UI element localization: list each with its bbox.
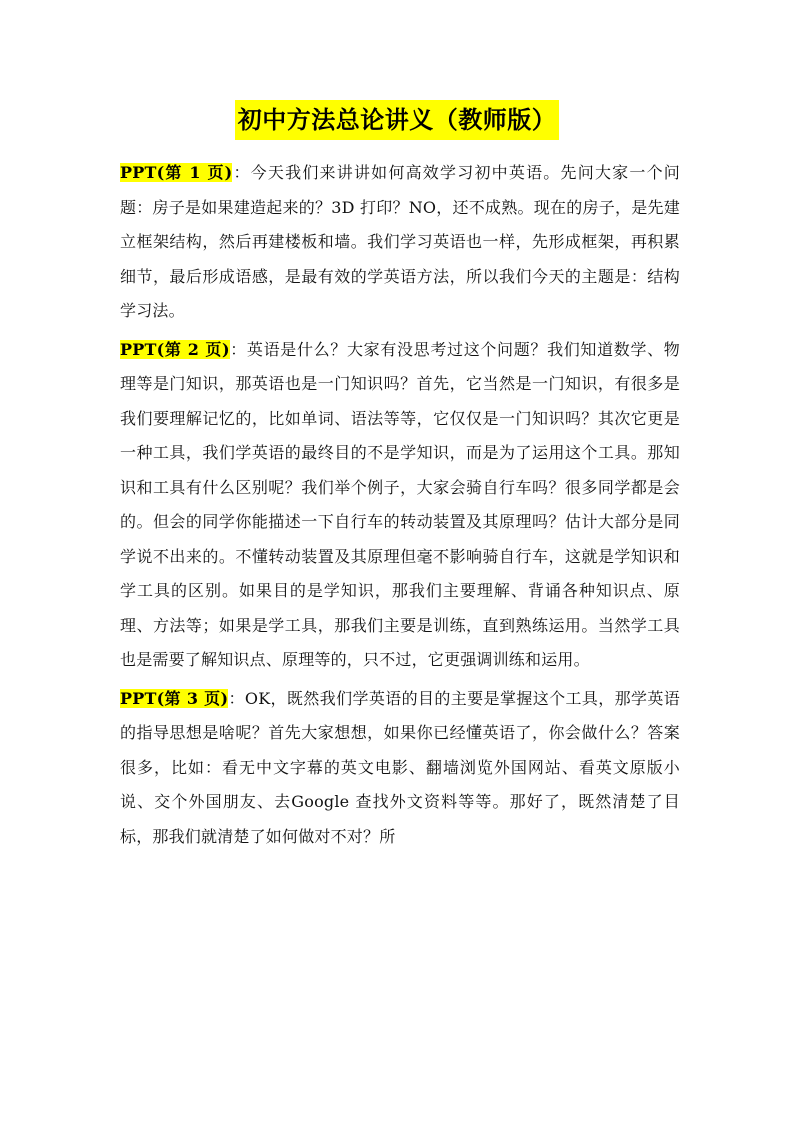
document-title: 初中方法总论讲义（教师版） — [235, 100, 560, 140]
paragraph-label: PPT(第 1 页) — [120, 163, 233, 182]
paragraph-label: PPT(第 3 页) — [120, 688, 229, 708]
paragraph-text: ：英语是什么？大家有没思考过这个问题？我们知道数学、物理等是门知识，那英语也是一门知识吗？首先，它当然是一门知识，有很多是我们要理解记忆的，比如单词、语法等等，它仅仅是一门知识吗？其次它更是一种工具，我们学英语的最终目的不是学知识，而是为了运用这个工具。那知识和工具有什么区别呢？我们举个例子，大家会骑自行车吗？很多同学都是会的。但会的同学你能描述一下自行车的转动装置及其原理吗？估计大部分是同学说不出来的。不懂转动装置及其原理但毫不影响骑自行车，这就是学知识和学工具的区别。如果目的是学知识，那我们主要理解、背诵各种知识点、原理、方法等；如果是学工具，那我们主要是训练，直到熟练运用。当然学工具也是需要了解知识点、原理等的，只不过，它更强调训练和运用。 — [120, 339, 680, 669]
paragraph-ppt-3 — [120, 682, 680, 855]
document-body — [120, 156, 680, 858]
paragraph-text: ：OK，既然我们学英语的目的主要是掌握这个工具，那学英语的指导思想是啥呢？首先大家想想，如果你已经懂英语了，你会做什么？答案很多，比如：看无中文字幕的英文电影、翻墙浏览外国网站、看英文原版小说、交个外国朋友、去Google 查找外文资料等等。那好了，既然清楚了目标，那我们就清楚了如何做对不对？所 — [120, 688, 680, 846]
paragraph-ppt-2 — [120, 333, 680, 678]
title-container — [0, 100, 794, 140]
paragraph-label: PPT(第 2 页) — [120, 339, 230, 359]
paragraph-text: ：今天我们来讲讲如何高效学习初中英语。先问大家一个问题：房子是如果建造起来的？3D 打印？NO，还不成熟。现在的房子，是先建立框架结构，然后再建楼板和墙。我们学习英语也一样，先形成框架，再积累细节，最后形成语感，是最有效的学英语方法，所以我们今天的主题是：结构学习法。 — [120, 163, 680, 320]
paragraph-ppt-1 — [120, 156, 680, 329]
